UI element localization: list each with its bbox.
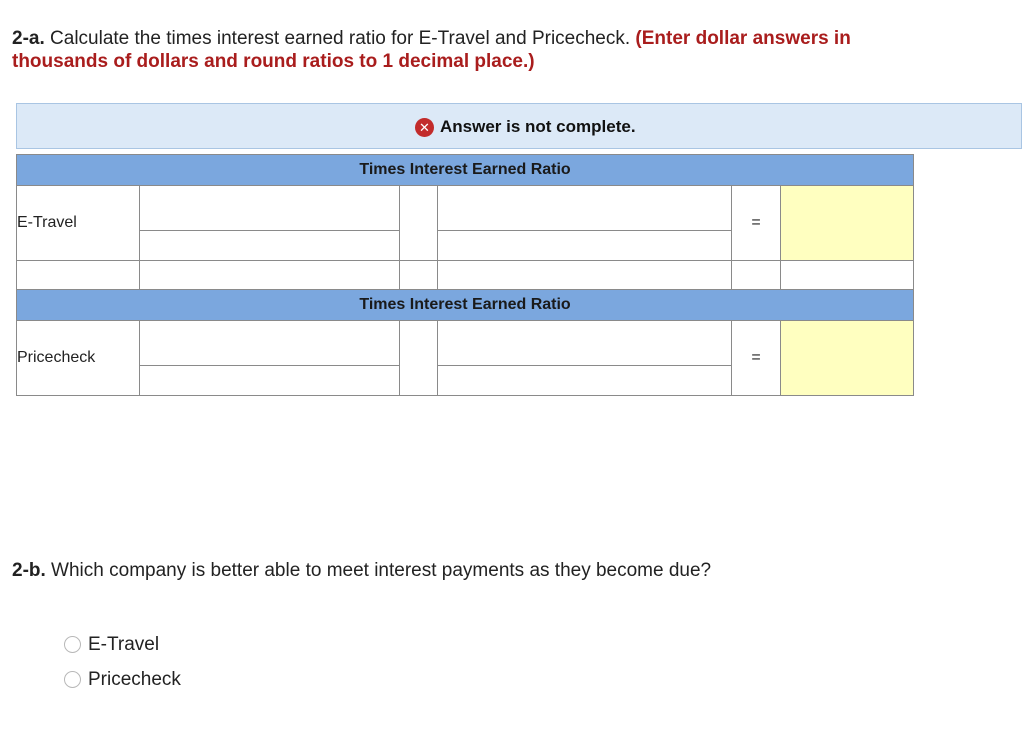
blank-cell xyxy=(781,261,914,290)
equals-sign: = xyxy=(732,321,781,396)
blank-cell xyxy=(438,261,732,290)
denominator-value-input[interactable] xyxy=(438,231,732,261)
option-pricecheck[interactable] xyxy=(64,662,181,697)
radio-button[interactable] xyxy=(64,671,81,688)
company-label: Pricecheck xyxy=(17,321,140,396)
banner-text: Answer is not complete. xyxy=(440,117,636,136)
question-number: 2-b. xyxy=(12,560,46,581)
denominator-value-input[interactable] xyxy=(438,366,732,396)
question-2a xyxy=(12,27,851,51)
section-header: Times Interest Earned Ratio xyxy=(17,290,914,321)
numerator-label-input[interactable] xyxy=(140,321,400,366)
question-text: Calculate the times interest earned ratio for E-Travel and Pricecheck. xyxy=(44,28,636,49)
denominator-label-input[interactable] xyxy=(140,231,400,261)
question-2b xyxy=(12,559,711,583)
instruction-text-cont: thousands of dollars and round ratios to 1 decimal place.) xyxy=(12,51,535,72)
option-label: E-Travel xyxy=(88,633,160,655)
x-circle-icon: ✕ xyxy=(415,118,434,137)
option-e-travel[interactable] xyxy=(64,627,181,662)
operator-cell xyxy=(400,321,438,396)
blank-cell xyxy=(400,261,438,290)
company-label: E-Travel xyxy=(17,186,140,261)
numerator-value-input[interactable] xyxy=(438,321,732,366)
blank-cell xyxy=(17,261,140,290)
answer-options xyxy=(64,627,181,697)
numerator-label-input[interactable] xyxy=(140,186,400,231)
ratio-answer-input[interactable] xyxy=(781,321,914,396)
answer-status-banner xyxy=(16,103,1022,149)
radio-button[interactable] xyxy=(64,636,81,653)
option-label: Pricecheck xyxy=(88,668,181,690)
instruction-text: (Enter dollar answers in xyxy=(635,28,851,49)
equals-sign: = xyxy=(732,186,781,261)
operator-cell xyxy=(400,186,438,261)
question-text: Which company is better able to meet interest payments as they become due? xyxy=(45,560,712,581)
blank-cell xyxy=(732,261,781,290)
ratio-answer-input[interactable] xyxy=(781,186,914,261)
section-header: Times Interest Earned Ratio xyxy=(17,155,914,186)
question-number: 2-a. xyxy=(12,28,45,49)
numerator-value-input[interactable] xyxy=(438,186,732,231)
worksheet-table xyxy=(16,154,914,396)
blank-cell xyxy=(140,261,400,290)
denominator-label-input[interactable] xyxy=(140,366,400,396)
